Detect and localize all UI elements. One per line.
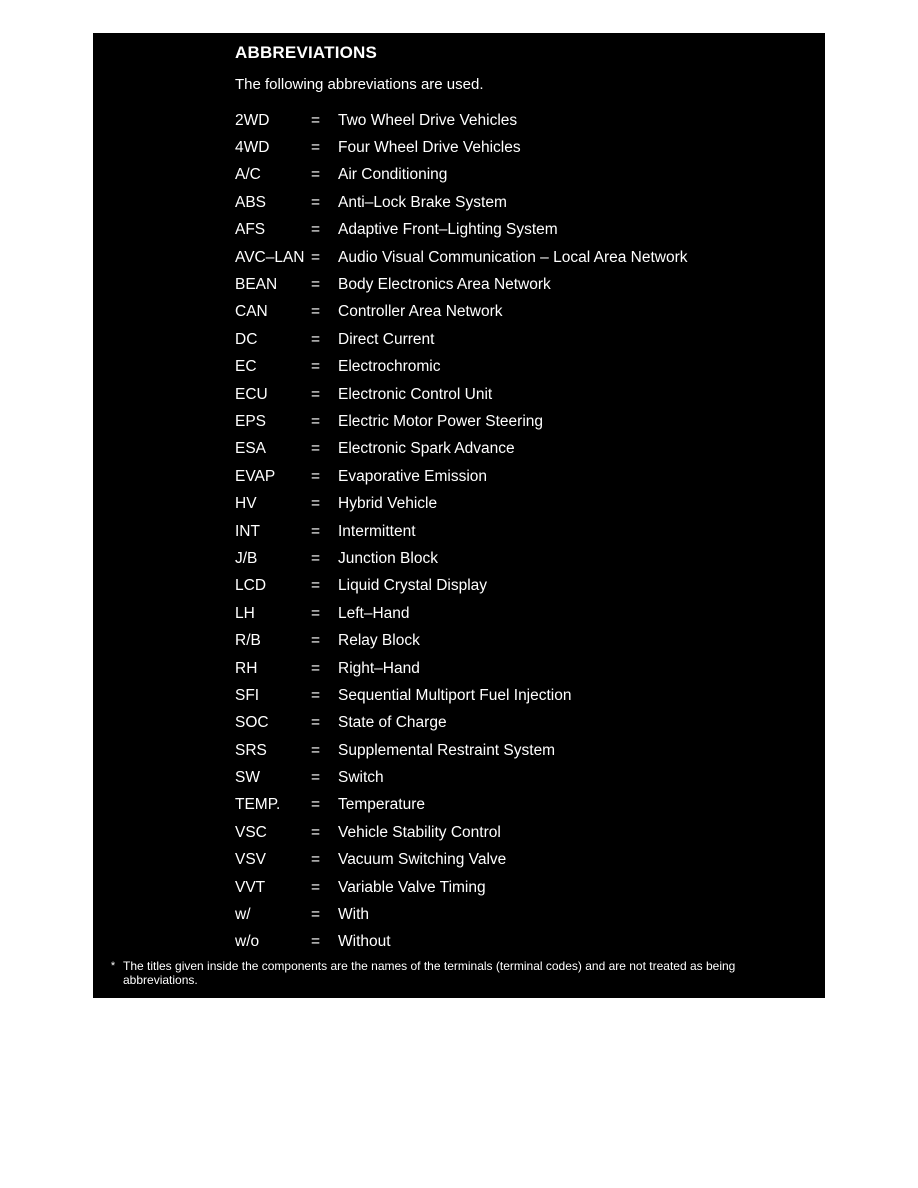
abbreviation-meaning: Relay Block	[338, 632, 420, 650]
abbreviation-row	[235, 408, 815, 435]
abbreviation-meaning: State of Charge	[338, 714, 447, 732]
page-title: ABBREVIATIONS	[235, 43, 378, 62]
abbreviation-row	[235, 847, 815, 874]
abbreviation-row	[235, 764, 815, 791]
abbreviation-row	[235, 354, 815, 381]
abbreviation-row	[235, 545, 815, 572]
abbreviation-list	[235, 107, 815, 956]
equals-sign: =	[311, 330, 321, 348]
abbreviation-term: VSV	[235, 851, 267, 869]
abbreviation-term: CAN	[235, 303, 268, 321]
abbreviation-term: EC	[235, 358, 257, 376]
abbreviation-term: SOC	[235, 714, 269, 732]
abbreviation-meaning: Temperature	[338, 796, 426, 814]
abbreviation-meaning: Switch	[338, 769, 384, 787]
abbreviation-row	[235, 737, 815, 764]
abbreviation-row	[235, 436, 815, 463]
abbreviation-meaning: Junction Block	[338, 549, 438, 567]
equals-sign: =	[311, 139, 321, 157]
abbreviation-meaning: Two Wheel Drive Vehicles	[338, 111, 518, 129]
abbreviation-meaning: Vehicle Stability Control	[338, 823, 501, 841]
abbreviation-row	[235, 518, 815, 545]
abbreviation-term: VVT	[235, 878, 266, 896]
footnote-asterisk-icon: *	[110, 960, 116, 972]
abbreviations-panel	[93, 33, 825, 998]
abbreviation-row	[235, 874, 815, 901]
abbreviation-row	[235, 627, 815, 654]
equals-sign: =	[311, 358, 321, 376]
abbreviation-term: VSC	[235, 823, 267, 841]
abbreviation-term: BEAN	[235, 276, 278, 294]
abbreviation-meaning: Direct Current	[338, 330, 435, 348]
abbreviation-row	[235, 819, 815, 846]
equals-sign: =	[311, 193, 321, 211]
abbreviation-meaning: Evaporative Emission	[338, 467, 488, 485]
equals-sign: =	[311, 851, 321, 869]
abbreviation-meaning: Electronic Spark Advance	[338, 440, 515, 458]
abbreviation-meaning: Right–Hand	[338, 659, 420, 677]
abbreviation-meaning: Left–Hand	[338, 604, 410, 622]
abbreviation-row	[235, 299, 815, 326]
equals-sign: =	[311, 111, 321, 129]
equals-sign: =	[311, 714, 321, 732]
abbreviation-meaning: Hybrid Vehicle	[338, 495, 438, 513]
abbreviation-row	[235, 682, 815, 709]
intro-text: The following abbreviations are used.	[235, 76, 484, 93]
abbreviation-meaning: Sequential Multiport Fuel Injection	[338, 686, 572, 704]
abbreviation-row	[235, 901, 815, 928]
equals-sign: =	[311, 577, 321, 595]
abbreviation-term: AFS	[235, 221, 266, 239]
abbreviation-term: 4WD	[235, 139, 270, 157]
abbreviation-term: INT	[235, 522, 260, 540]
abbreviation-meaning: Vacuum Switching Valve	[338, 851, 507, 869]
abbreviation-term: A/C	[235, 166, 261, 184]
equals-sign: =	[311, 632, 321, 650]
equals-sign: =	[311, 796, 321, 814]
abbreviation-row	[235, 490, 815, 517]
abbreviation-row	[235, 655, 815, 682]
equals-sign: =	[311, 412, 321, 430]
abbreviation-meaning: Adaptive Front–Lighting System	[338, 221, 558, 239]
equals-sign: =	[311, 604, 321, 622]
abbreviation-row	[235, 710, 815, 737]
equals-sign: =	[311, 221, 321, 239]
abbreviation-row	[235, 107, 815, 134]
abbreviation-meaning: Controller Area Network	[338, 303, 503, 321]
abbreviation-meaning: Body Electronics Area Network	[338, 276, 551, 294]
abbreviation-term: w/o	[235, 933, 260, 951]
abbreviation-meaning: Audio Visual Communication – Local Area Network	[338, 248, 688, 266]
equals-sign: =	[311, 659, 321, 677]
abbreviation-term: ABS	[235, 193, 267, 211]
abbreviation-row	[235, 463, 815, 490]
abbreviation-meaning: Anti–Lock Brake System	[338, 193, 507, 211]
abbreviation-term: w/	[235, 906, 251, 924]
abbreviation-meaning: Supplemental Restraint System	[338, 741, 556, 759]
abbreviation-term: ECU	[235, 385, 268, 403]
abbreviation-term: LH	[235, 604, 255, 622]
abbreviation-term: EVAP	[235, 467, 276, 485]
equals-sign: =	[311, 495, 321, 513]
equals-sign: =	[311, 522, 321, 540]
abbreviation-meaning: Electric Motor Power Steering	[338, 412, 544, 430]
equals-sign: =	[311, 467, 321, 485]
abbreviation-row	[235, 162, 815, 189]
equals-sign: =	[311, 549, 321, 567]
abbreviation-term: RH	[235, 659, 258, 677]
abbreviation-row	[235, 271, 815, 298]
abbreviation-term: J/B	[235, 549, 258, 567]
equals-sign: =	[311, 686, 321, 704]
abbreviation-row	[235, 573, 815, 600]
abbreviation-row	[235, 381, 815, 408]
equals-sign: =	[311, 440, 321, 458]
equals-sign: =	[311, 303, 321, 321]
footnote	[103, 959, 813, 987]
abbreviation-meaning: Electrochromic	[338, 358, 441, 376]
abbreviation-term: 2WD	[235, 111, 270, 129]
footnote-text: The titles given inside the components are the names of the terminals (terminal codes) and are not treated as being abbreviations.	[123, 959, 736, 987]
abbreviation-term: EPS	[235, 412, 267, 430]
abbreviation-row	[235, 792, 815, 819]
abbreviation-meaning: Four Wheel Drive Vehicles	[338, 139, 521, 157]
abbreviation-row	[235, 189, 815, 216]
abbreviation-term: LCD	[235, 577, 267, 595]
abbreviation-term: AVC–LAN	[235, 248, 305, 266]
abbreviation-term: R/B	[235, 632, 261, 650]
abbreviation-meaning: With	[338, 906, 369, 924]
equals-sign: =	[311, 878, 321, 896]
abbreviation-term: HV	[235, 495, 257, 513]
abbreviation-row	[235, 244, 815, 271]
abbreviation-row	[235, 600, 815, 627]
equals-sign: =	[311, 741, 321, 759]
abbreviation-term: SFI	[235, 686, 260, 704]
equals-sign: =	[311, 933, 321, 951]
abbreviation-meaning: Liquid Crystal Display	[338, 577, 488, 595]
abbreviation-row	[235, 217, 815, 244]
abbreviation-term: DC	[235, 330, 258, 348]
abbreviation-meaning: Intermittent	[338, 522, 416, 540]
equals-sign: =	[311, 823, 321, 841]
equals-sign: =	[311, 769, 321, 787]
equals-sign: =	[311, 166, 321, 184]
abbreviation-row	[235, 134, 815, 161]
abbreviation-term: ESA	[235, 440, 267, 458]
abbreviation-meaning: Air Conditioning	[338, 166, 448, 184]
abbreviation-meaning: Without	[338, 933, 391, 951]
abbreviation-row	[235, 929, 815, 956]
abbreviation-meaning: Electronic Control Unit	[338, 385, 493, 403]
abbreviation-term: TEMP.	[235, 796, 281, 814]
abbreviation-term: SW	[235, 769, 260, 787]
abbreviation-term: SRS	[235, 741, 267, 759]
equals-sign: =	[311, 248, 321, 266]
equals-sign: =	[311, 906, 321, 924]
equals-sign: =	[311, 385, 321, 403]
abbreviation-meaning: Variable Valve Timing	[338, 878, 486, 896]
equals-sign: =	[311, 276, 321, 294]
abbreviation-row	[235, 326, 815, 353]
